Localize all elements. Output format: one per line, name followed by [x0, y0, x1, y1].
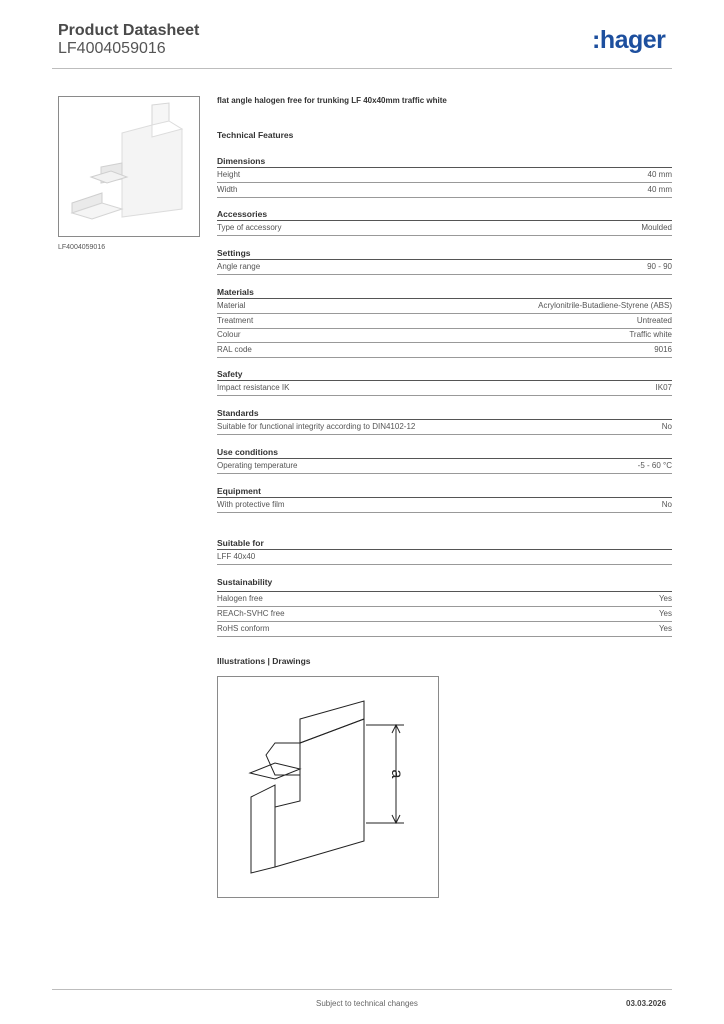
section-title-dimensions: Dimensions [217, 156, 266, 166]
spec-value: Moulded [641, 223, 672, 232]
spec-row-type-of-accessory [217, 221, 672, 236]
section-title-settings: Settings [217, 248, 251, 258]
spec-row-lff [217, 550, 672, 565]
section-title-use-conditions: Use conditions [217, 447, 278, 457]
footer-date: 03.03.2026 [626, 999, 667, 1008]
spec-value: Acrylonitrile-Butadiene-Styrene (ABS) [538, 301, 672, 310]
spec-key: Colour [217, 330, 241, 339]
technical-features-heading: Technical Features [217, 130, 294, 140]
spec-value: Yes [658, 624, 672, 633]
spec-value: 9016 [654, 345, 672, 354]
spec-value: 40 mm [647, 170, 672, 179]
spec-row-width [217, 183, 672, 198]
spec-key: Height [217, 170, 241, 179]
footer-divider [52, 989, 672, 990]
spec-value: 40 mm [647, 185, 672, 194]
spec-row-angle-range [217, 260, 672, 275]
spec-row-reach-svhc [217, 607, 672, 622]
spec-row-height [217, 168, 672, 183]
photo-caption: LF4004059016 [58, 244, 106, 251]
dimension-label: a [387, 769, 405, 779]
drawing-lines [218, 677, 438, 897]
spec-key: Type of accessory [217, 223, 282, 232]
spec-value: Traffic white [629, 330, 672, 339]
product-description: flat angle halogen free for trunking LF 40x40mm traffic white [217, 96, 447, 105]
spec-row-operating-temperature [217, 459, 672, 474]
spec-row-colour [217, 328, 672, 343]
spec-key: With protective film [217, 500, 285, 509]
spec-key: RoHS conform [217, 624, 270, 633]
spec-key: Width [217, 185, 238, 194]
spec-row-impact-resistance [217, 381, 672, 396]
spec-value: Yes [658, 594, 672, 603]
spec-row-halogen-free [217, 592, 672, 607]
section-title-accessories: Accessories [217, 209, 268, 219]
spec-key: LFF 40x40 [217, 552, 256, 561]
spec-value: Yes [658, 609, 672, 618]
spec-value: No [661, 500, 672, 509]
product-photo [58, 96, 200, 237]
spec-value: No [661, 422, 672, 431]
section-title-standards: Standards [217, 408, 259, 418]
spec-value: 90 - 90 [647, 262, 672, 271]
spec-value: Untreated [636, 316, 672, 325]
spec-row-protective-film [217, 498, 672, 513]
spec-key: Halogen free [217, 594, 263, 603]
technical-drawing [217, 676, 439, 898]
section-title-safety: Safety [217, 369, 243, 379]
spec-value: -5 - 60 °C [637, 461, 672, 470]
footer-note: Subject to technical changes [316, 999, 418, 1008]
header-divider [52, 68, 672, 69]
document-title: Product Datasheet [58, 22, 200, 39]
product-code: LF4004059016 [58, 40, 166, 57]
spec-row-functional-integrity [217, 420, 672, 435]
spec-key: Treatment [217, 316, 254, 325]
spec-key: Suitable for functional integrity according to DIN4102-12 [217, 422, 416, 431]
spec-key: REACh-SVHC free [217, 609, 285, 618]
spec-key: Material [217, 301, 246, 310]
spec-key: RAL code [217, 345, 252, 354]
section-title-equipment: Equipment [217, 486, 261, 496]
spec-row-material [217, 299, 672, 314]
section-title-materials: Materials [217, 287, 254, 297]
section-title-suitable-for: Suitable for [217, 538, 264, 548]
spec-key: Operating temperature [217, 461, 298, 470]
product-image-icon [59, 97, 199, 236]
spec-row-treatment [217, 314, 672, 329]
spec-key: Impact resistance IK [217, 383, 290, 392]
section-title-sustainability: Sustainability [217, 577, 273, 587]
illustrations-heading: Illustrations | Drawings [217, 656, 311, 666]
spec-key: Angle range [217, 262, 261, 271]
spec-value: IK07 [655, 383, 672, 392]
hager-logo[interactable]: :hager [592, 26, 666, 54]
spec-row-rohs [217, 622, 672, 637]
spec-row-ral-code [217, 343, 672, 358]
